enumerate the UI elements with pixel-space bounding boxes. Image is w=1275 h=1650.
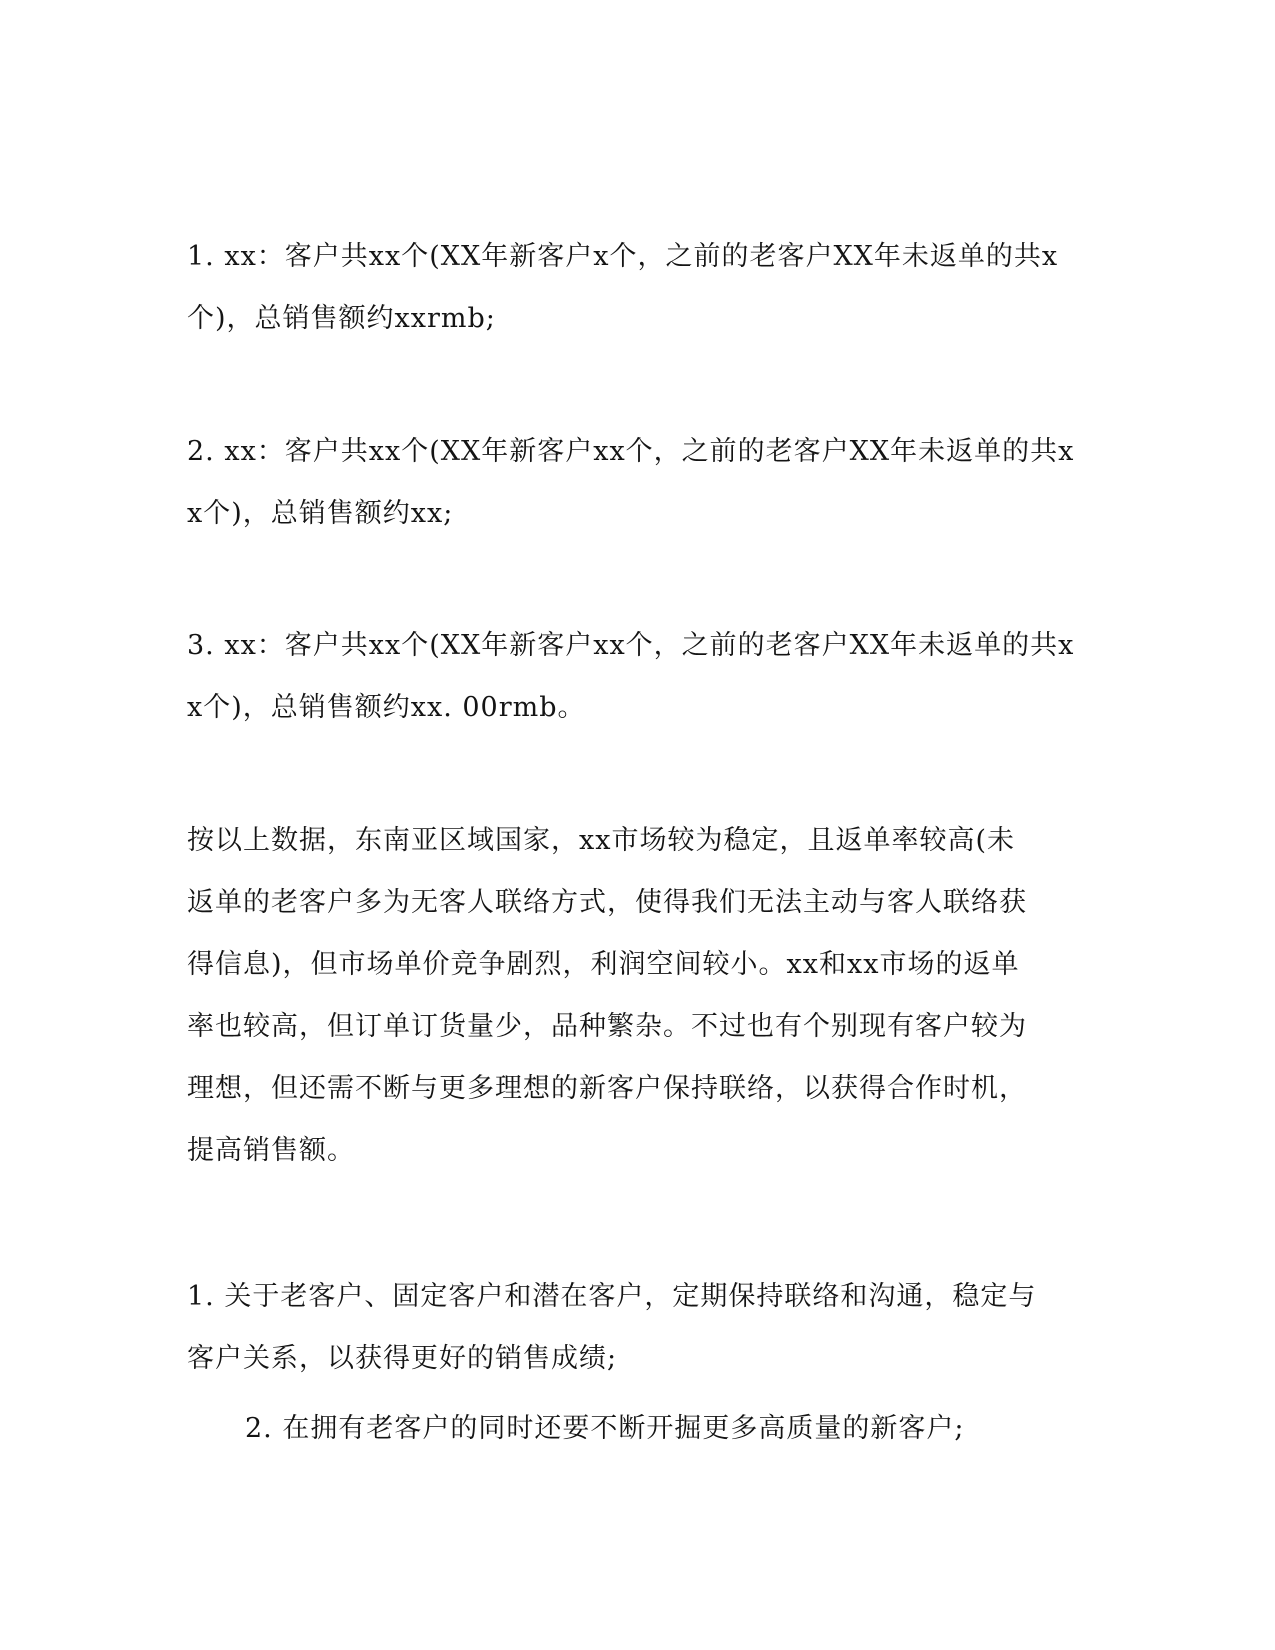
paragraph-customer-summary-2 bbox=[187, 421, 1075, 545]
paragraph-market-analysis bbox=[187, 810, 1027, 1182]
text-line: 得信息)，但市场单价竞争剧烈，利润空间较小。xx和xx市场的返单 bbox=[187, 949, 1020, 980]
text-line: 率也较高，但订单订货量少，品种繁杂。不过也有个别现有客户较为 bbox=[187, 1011, 1027, 1042]
text-line: 2. xx：客户共xx个(XX年新客户xx个，之前的老客户XX年未返单的共x bbox=[187, 436, 1075, 467]
text-line: 提高销售额。 bbox=[187, 1135, 355, 1166]
text-line: 按以上数据，东南亚区域国家，xx市场较为稳定，且返单率较高(未 bbox=[187, 825, 1015, 856]
text-line: 返单的老客户多为无客人联络方式，使得我们无法主动与客人联络获 bbox=[187, 887, 1027, 918]
text-line: 个)，总销售额约xxrmb; bbox=[187, 303, 496, 334]
paragraph-plan-item-2 bbox=[245, 1398, 1085, 1460]
text-line: 1. 关于老客户、固定客户和潜在客户，定期保持联络和沟通，稳定与 bbox=[187, 1281, 1037, 1312]
text-line: 3. xx：客户共xx个(XX年新客户xx个，之前的老客户XX年未返单的共x bbox=[187, 630, 1075, 661]
paragraph-plan-item-1 bbox=[187, 1266, 1037, 1390]
text-line: 1. xx：客户共xx个(XX年新客户x个，之前的老客户XX年未返单的共x bbox=[187, 241, 1059, 272]
paragraph-customer-summary-1 bbox=[187, 226, 1059, 350]
text-line: x个)，总销售额约xx; bbox=[187, 498, 454, 529]
text-line: 理想，但还需不断与更多理想的新客户保持联络，以获得合作时机， bbox=[187, 1073, 1027, 1104]
text-line: x个)，总销售额约xx. 00rmb。 bbox=[187, 692, 586, 723]
text-line: 客户关系，以获得更好的销售成绩; bbox=[187, 1343, 618, 1374]
text-line: 2. 在拥有老客户的同时还要不断开掘更多高质量的新客户; bbox=[245, 1413, 965, 1444]
paragraph-customer-summary-3 bbox=[187, 615, 1075, 739]
